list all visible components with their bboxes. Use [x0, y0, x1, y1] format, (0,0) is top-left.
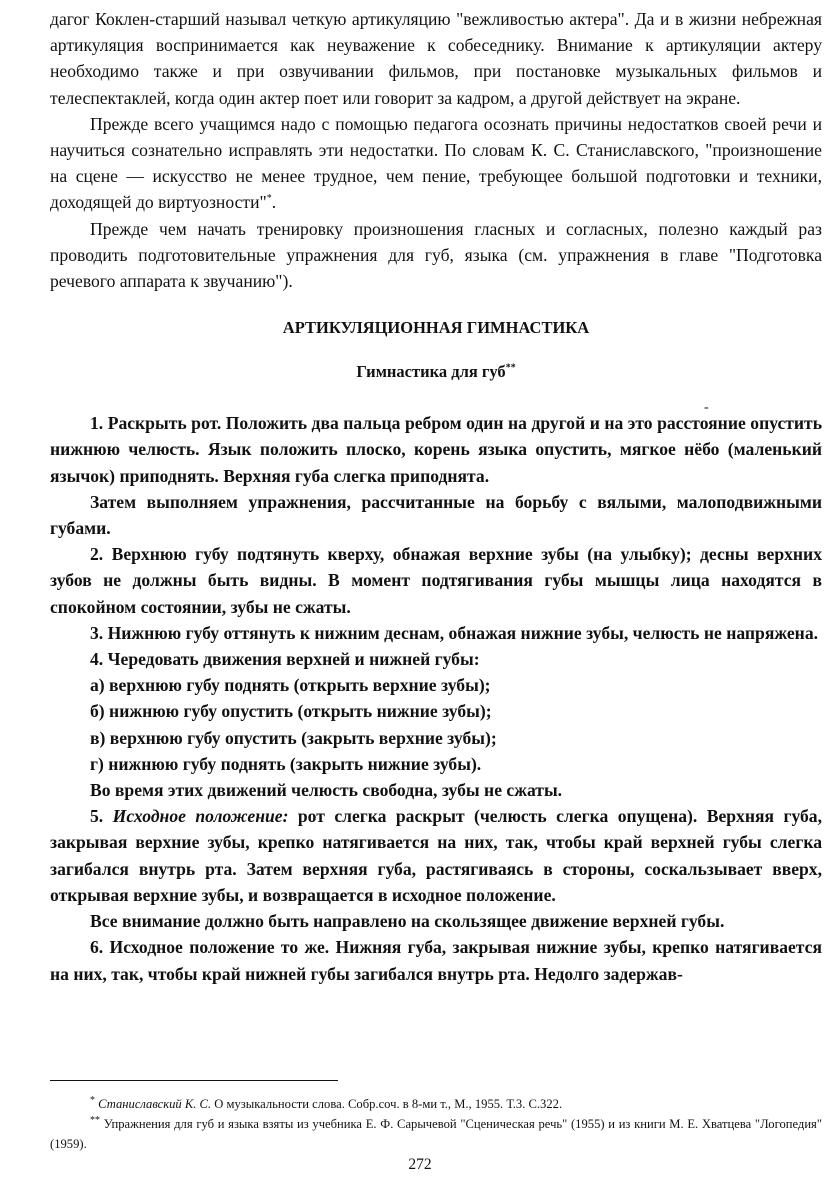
footnote-author: Станиславский К. С.	[98, 1097, 212, 1111]
exercise-note: Во время этих движений челюсть свободна, зубы не сжаты.	[90, 780, 563, 801]
exercise-4a: а) верхнюю губу поднять (открыть верхние зубы);	[90, 675, 491, 696]
stray-mark: -	[704, 400, 709, 415]
exercise-number: 5.	[90, 806, 104, 827]
exercise-4d: г) нижнюю губу поднять (закрыть нижние зубы).	[90, 753, 482, 774]
paragraph-intro: дагог Коклен-старший называл четкую артикуляцию "вежливостью актера". Да и в жизни небрежная артикуляция воспринимается как неуважение к собеседнику. Внимание к артикуляции актеру необходимо также и при озвучивании фильмов, при постановке музыкальных фильмов и телеспектаклей, когда один актер поет или говорит за кадром, а другой действует на экране.	[50, 9, 822, 108]
footnote-ref: *	[266, 193, 272, 205]
exercise-1: 1. Раскрыть рот. Положить два пальца ребром один на другой и на это расстояние опустить нижнюю челюсть. Язык положить плоско, корень языка опустить, мягкое нёбо (маленький язычок) приподнять. Верхняя губа слегка приподнята.	[50, 413, 822, 486]
paragraph-stanislavsky-text: Прежде всего учащимся надо с помощью педагога осознать причины недостатков своей речи и научиться сознательно исправлять эти недостатки. По словам К. С. Станиславского, "произношение на сцене — искусство не менее трудное, чем пение, требующее большой подготовки и техники, доходящей до виртуозности"	[50, 113, 822, 213]
footnote-2-text: Упражнения для губ и языка взяты из учебника Е. Ф. Сарычевой "Сценическая речь" (1955) и из книги М. Е. Хватцева "Логопедия" (1959).	[50, 1117, 822, 1151]
footnote-1	[50, 1094, 822, 1114]
period: .	[271, 192, 277, 213]
footnote-divider	[50, 1080, 338, 1081]
subsection-heading	[50, 360, 822, 384]
footnote-1-text: О музыкальности слова. Собр.соч. в 8-ми т., М., 1955. Т.3. С.322.	[214, 1097, 563, 1111]
exercise-2: 2. Верхнюю губу подтянуть кверху, обнажая верхние зубы (на улыбку); десны верхних зубов не должны быть видны. В момент подтягивания губы мышцы лица находятся в спокойном состоянии, зубы не сжаты.	[50, 544, 822, 617]
subsection-heading-text: Гимнастика для губ	[356, 362, 506, 382]
exercise-label: Исходное положение:	[112, 806, 289, 827]
footnote-mark: **	[90, 1114, 100, 1126]
exercise-4b: б) нижнюю губу опустить (открыть нижние зубы);	[90, 701, 492, 722]
paragraph-stanislavsky	[50, 111, 822, 216]
paragraph-preparation: Прежде чем начать тренировку произношения гласных и согласных, полезно каждый раз проводить подготовительные упражнения для губ, языка (см. упражнения в главе "Подготовка речевого аппарата к звучанию").	[50, 218, 822, 292]
exercise-note: Затем выполняем упражнения, рассчитанные на борьбу с вялыми, малоподвижными губами.	[50, 491, 822, 539]
exercise-4: 4. Чередовать движения верхней и нижней губы:	[90, 649, 480, 670]
footnote-mark: *	[90, 1094, 95, 1106]
footnotes	[50, 1094, 822, 1154]
exercise-4c: в) верхнюю губу опустить (закрыть верхние зубы);	[90, 727, 497, 748]
exercise-5	[50, 803, 822, 908]
exercise-5-text: рот слегка раскрыт (челюсть слегка опущена). Верхняя губа, закрывая верхние зубы, крепко натягивается на них, так, чтобы край верхней губы слегка загибался внутрь рта. Затем верхняя губа, растягиваясь в стороны, соскальзывает вверх, открывая верхние зубы, и возвращается в исходное положение.	[50, 806, 822, 905]
footnote-2	[50, 1114, 822, 1154]
exercise-list	[50, 410, 822, 986]
exercise-note: Все внимание должно быть направлено на скользящее движение верхней губы.	[90, 911, 725, 932]
footnote-ref: **	[505, 362, 516, 374]
page-number: 272	[408, 1156, 432, 1173]
exercise-6: 6. Исходное положение то же. Нижняя губа, закрывая нижние зубы, крепко натягивается на них, так, чтобы край нижней губы загибался внутрь рта. Недолго задержав-	[50, 937, 822, 984]
section-heading: АРТИКУЛЯЦИОННАЯ ГИМНАСТИКА	[282, 318, 590, 338]
exercise-3: 3. Нижнюю губу оттянуть к нижним деснам, обнажая нижние зубы, челюсть не напряжена.	[90, 622, 819, 643]
